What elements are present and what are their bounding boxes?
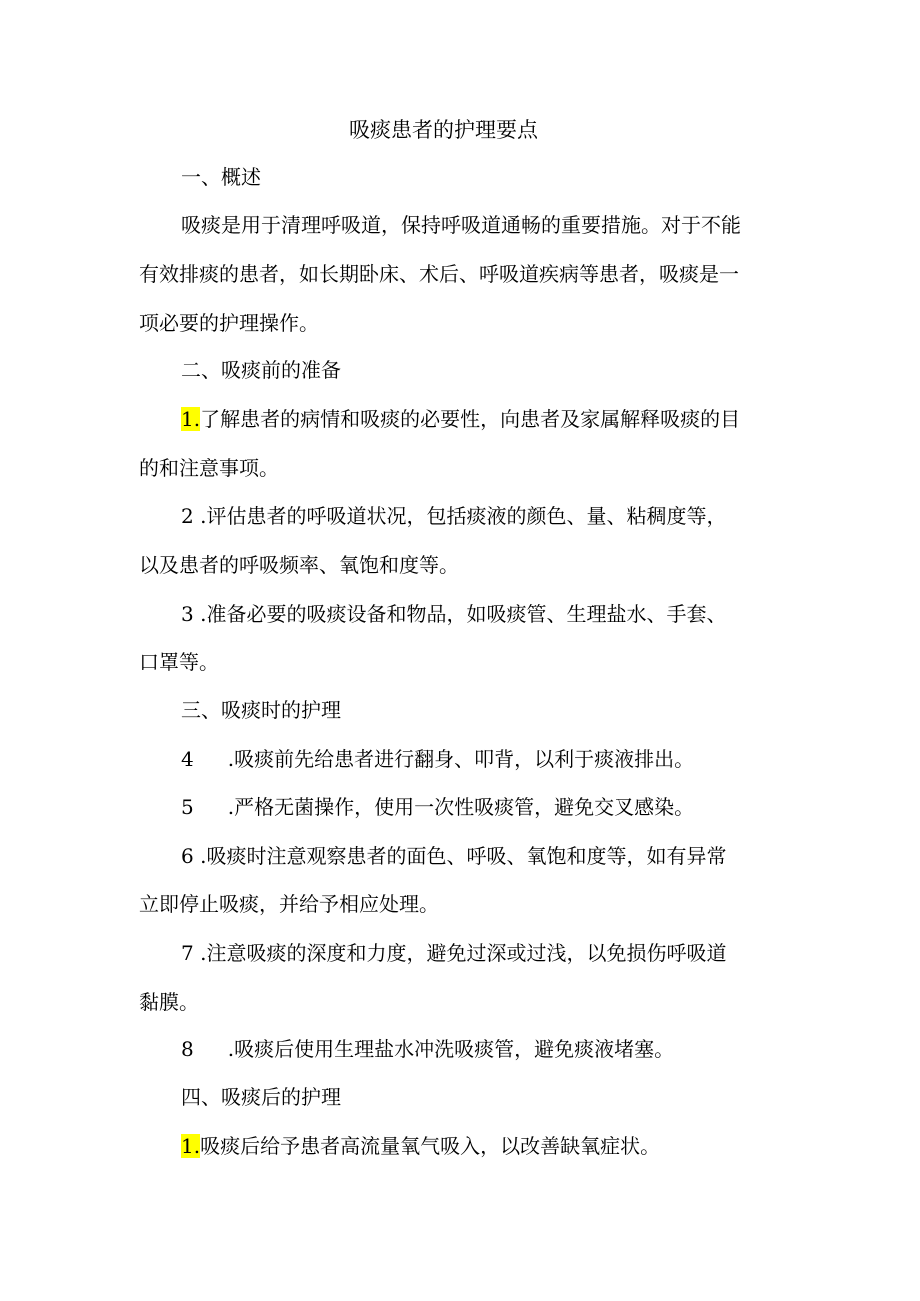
list-item-line [181,503,726,529]
list-item-text: .吸痰时注意观察患者的面色、呼吸、氧饱和度等，如有异常 [200,844,727,868]
paragraph-line: 吸痰是用于清理呼吸道，保持呼吸道通畅的重要措施。对于不能 [181,213,741,237]
list-item-text: .评估患者的呼吸道状况，包括痰液的颜色、量、粘稠度等， [200,504,727,528]
list-item-text: .注意吸痰的深度和力度，避免过深或过浅，以免损伤呼吸道 [200,941,727,965]
list-item-text: .准备必要的吸痰设备和物品，如吸痰管、生理盐水、手套、 [200,602,727,626]
list-item-line: 黏膜。 [139,990,199,1014]
list-item-line [181,1036,674,1062]
list-item-line [181,601,726,627]
highlighted-number: 1. [181,407,201,431]
section-heading-overview: 一、概述 [181,165,261,189]
section-heading-during: 三、吸痰时的护理 [181,698,341,722]
section-heading-after: 四、吸痰后的护理 [181,1085,341,1109]
list-item-line: 的和注意事项。 [139,456,279,480]
list-item-line: 立即停止吸痰，并给予相应处理。 [139,892,439,916]
list-item-number: 6 [181,844,194,868]
list-item-line: 以及患者的呼吸频率、氧饱和度等。 [139,553,459,577]
list-item-line: 口罩等。 [139,650,219,674]
document-title: 吸痰患者的护理要点 [349,118,538,142]
list-item-number: 8 [181,1037,194,1061]
list-item-line [181,843,726,869]
paragraph-line: 项必要的护理操作。 [139,311,319,335]
list-item-text: .严格无菌操作，使用一次性吸痰管，避免交叉感染。 [227,795,695,819]
list-item-number: 3 [181,602,194,626]
list-item-line [181,746,694,772]
list-item-text: 了解患者的病情和吸痰的必要性，向患者及家属解释吸痰的目 [200,407,741,431]
list-item-number: 7 [181,941,194,965]
list-item-text: .吸痰后使用生理盐水冲洗吸痰管，避免痰液堵塞。 [227,1037,675,1061]
list-item-line [181,1133,660,1159]
list-item-line [181,940,726,966]
section-heading-preparation: 二、吸痰前的准备 [181,358,341,382]
list-item-number: 5 [181,795,194,819]
list-item-line [181,406,740,432]
list-item-text: .吸痰前先给患者进行翻身、叩背，以利于痰液排出。 [227,747,695,771]
highlighted-number: 1. [181,1134,201,1158]
list-item-number: 4 [181,747,194,771]
list-item-number: 2 [181,504,194,528]
paragraph-line: 有效排痰的患者，如长期卧床、术后、呼吸道疾病等患者，吸痰是一 [139,262,739,286]
list-item-line [181,794,694,820]
list-item-text: 吸痰后给予患者高流量氧气吸入，以改善缺氧症状。 [200,1134,661,1158]
